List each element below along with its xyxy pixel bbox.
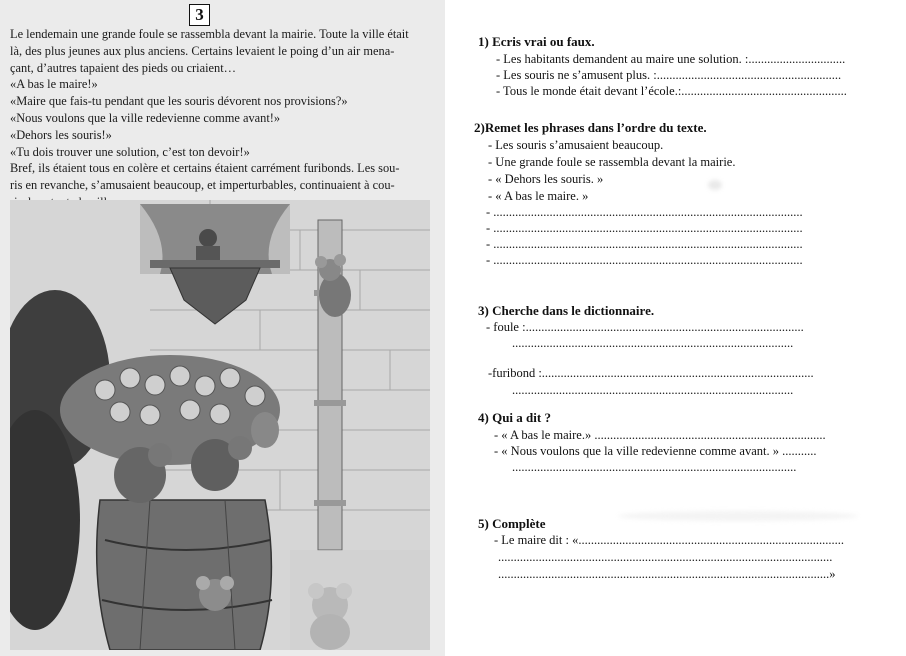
exercise2-sentence: - Une grande foule se rassembla devant la mairie. [488, 155, 736, 169]
exercise4-item-continuation[interactable]: ........................................................................................... [512, 460, 797, 474]
exercise2-sentence: - « A bas le maire. » [488, 189, 589, 203]
exercise4-title: 4) Qui a dit ? [478, 410, 551, 425]
story-line: là, des plus jeunes aux plus anciens. Certains levaient le poing d’un air mena- [10, 43, 395, 58]
exercise1-title: 1) Ecris vrai ou faux. [478, 34, 595, 49]
furibond-definition-field[interactable]: -furibond :....................................................................................... [488, 366, 814, 380]
story-line: «Dehors les souris!» [10, 127, 112, 142]
exercise-page [448, 0, 906, 656]
story-line: çant, d’autres tapaient des pieds ou criaient… [10, 60, 237, 75]
exercise1-item[interactable]: - Les habitants demandent au maire une solution. :............................... [496, 52, 846, 66]
exercise2-blank[interactable]: - ................................................................................................... [486, 205, 803, 219]
exercise3-title: 3) Cherche dans le dictionnaire. [478, 303, 655, 318]
exercise2-blank[interactable]: - ................................................................................................... [486, 237, 803, 251]
story-illustration [10, 200, 430, 650]
story-line: ris en revanche, s’amusaient beaucoup, et imperturbables, continuaient à cou- [10, 178, 395, 193]
story-page [0, 0, 445, 656]
scan-smudge [618, 511, 858, 521]
exercise2-blank[interactable]: - ................................................................................................... [486, 253, 803, 267]
exercise1-item[interactable]: - Les souris ne s’amusent plus. :........................................................... [496, 68, 842, 82]
page-number-box: 3 [189, 4, 210, 26]
complete-field[interactable]: - Le maire dit : «..................................................................................... [494, 533, 844, 547]
story-line: Le lendemain une grande foule se rassembla devant la mairie. Toute la ville était [10, 27, 409, 41]
foule-definition-continuation[interactable]: .......................................................................................... [512, 336, 794, 350]
exercise4-item[interactable]: - « Nous voulons que la ville redevienne comme avant. » ........... [494, 444, 817, 458]
complete-field[interactable]: ........................................................................................................... [498, 550, 833, 564]
furibond-definition-continuation[interactable]: .......................................................................................... [512, 383, 794, 397]
story-line: «Tu dois trouver une solution, c’est ton devoir!» [10, 144, 250, 159]
scan-smudge [708, 180, 722, 190]
exercise1-item[interactable]: - Tous le monde était devant l’école.:..................................................... [496, 84, 847, 98]
story-line: Bref, ils étaient tous en colère et certains étaient carrément furibonds. Les sou- [10, 161, 400, 176]
exercise4-item[interactable]: - « A bas le maire.» .......................................................................... [494, 428, 826, 442]
exercise5-title: 5) Complète [478, 516, 546, 531]
foule-definition-field[interactable]: - foule :......................................................................................... [486, 320, 804, 334]
exercise2-title: 2)Remet les phrases dans l’ordre du texte. [474, 120, 707, 135]
exercise2-sentence: - « Dehors les souris. » [488, 172, 604, 186]
exercise2-blank[interactable]: - ................................................................................................... [486, 221, 803, 235]
exercise2-sentence: - Les souris s’amusaient beaucoup. [488, 138, 664, 152]
complete-field[interactable]: ..........................................................................................................» [498, 567, 836, 581]
story-text [10, 26, 430, 211]
story-line: «Maire que fais-tu pendant que les souris dévorent nos provisions?» [10, 94, 348, 109]
story-line: «Nous voulons que la ville redevienne comme avant!» [10, 110, 281, 125]
story-line: «A bas le maire!» [10, 77, 98, 92]
